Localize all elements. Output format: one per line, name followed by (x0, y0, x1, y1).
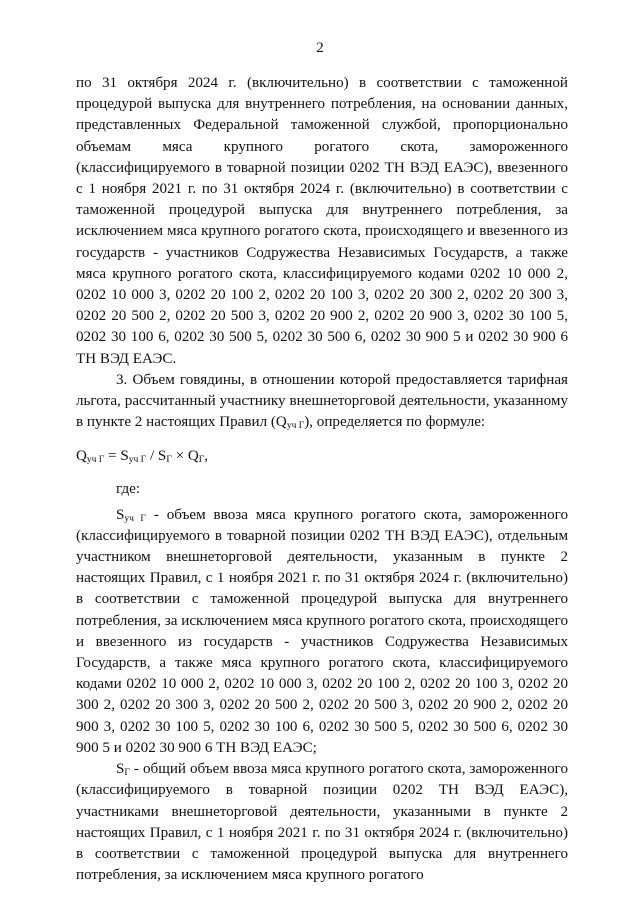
formula-sg-sub: Г (166, 455, 172, 466)
subscript-uch-g: уч Г (286, 421, 305, 432)
formula-qg-sub: Г (198, 455, 205, 466)
document-body (76, 73, 568, 886)
formula-mul: × Q (171, 448, 199, 465)
where-label: где: (116, 481, 141, 498)
definition-s-uch-g (76, 505, 568, 759)
formula-end: , (204, 448, 209, 465)
definition-sg-text: - общий объем ввоза мяса крупного рогатого скота, замороженного (классифицируемого в товарной позиции 0202 ТН ВЭД ЕАЭС), участниками внешнеторговой деятельности, указанными в пункте 2 настоящих Правил, с 1 ноября 2021 г. по 31 октября 2024 г. (включительно) в соответствии с таможенной процедурой выпуска для внутреннего потребления, за исключением мяса крупного рогатого (76, 761, 568, 884)
definition-s-sub: уч Г (124, 513, 146, 524)
paragraph-item-3-text: 3. Объем говядины, в отношении которой предоставляется тарифная льгота, рассчитанный участнику внешнеторговой деятельности, указанному в пункте 2 настоящих Правил (Q (76, 371, 568, 431)
definition-s-text: - объем ввоза мяса крупного рогатого скота, замороженного (классифицируемого в товарной позиции 0202 ТН ВЭД ЕАЭС), отдельным участником внешнеторговой деятельности, указанным в пункте 2 настоящих Правил, с 1 ноября 2021 г. по 31 октября 2024 г. (включительно) в соответствии с таможенной процедурой выпуска для внутреннего потребления, за исключением мяса крупного рогатого скота, происходящего и ввезенного из государств - участников Содружества Независимых Государств, а также мяса крупного рогатого скота, классифицируемого кодами 0202 10 000 2, 0202 10 000 3, 0202 20 100 2, 0202 20 100 3, 0202 20 300 2, 0202 20 300 3, 0202 20 500 2, 0202 20 500 3, 0202 20 900 2, 0202 20 900 3, 0202 30 100 5, 0202 30 100 6, 0202 30 500 5, 0202 30 500 6, 0202 30 900 5 и 0202 30 900 6 ТН ВЭД ЕАЭС; (76, 506, 568, 756)
page-number: 2 (316, 40, 324, 56)
definition-sg-symbol: S (116, 761, 125, 778)
formula-q: Q (76, 448, 87, 465)
formula (76, 446, 568, 467)
paragraph-item-3-tail: ), определяется по формуле: (304, 414, 486, 431)
formula-q-sub: уч Г (86, 455, 105, 466)
formula-eq: = S (104, 448, 129, 465)
formula-s-sub: уч Г (128, 455, 147, 466)
paragraph-continuation: по 31 октября 2024 г. (включительно) в соответствии с таможенной процедурой выпуска для внутреннего потребления, на основании данных, представленных Федеральной таможенной службой, пропорционально объемам мяса крупного рогатого скота, замороженного (классифицируемого в товарной позиции 0202 ТН ВЭД ЕАЭС), ввезенного с 1 ноября 2021 г. по 31 октября 2024 г. (включительно) в соответствии с таможенной процедурой выпуска для внутреннего потребления, за исключением мяса крупного рогатого скота, происходящего и ввезенного из государств - участников Содружества Независимых Государств, а также мяса крупного рогатого скота, классифицируемого кодами 0202 10 000 2, 0202 10 000 3, 0202 20 100 2, 0202 20 100 3, 0202 20 300 2, 0202 20 300 3, 0202 20 500 2, 0202 20 500 3, 0202 20 900 2, 0202 20 900 3, 0202 30 100 5, 0202 30 100 6, 0202 30 500 5, 0202 30 500 6, 0202 30 900 5 и 0202 30 900 6 ТН ВЭД ЕАЭС. (76, 75, 568, 367)
definition-s-symbol: S (116, 506, 125, 523)
definition-s-g (76, 759, 568, 886)
paragraph-item-3 (76, 370, 568, 434)
definition-sg-sub: Г (124, 768, 130, 779)
formula-div: / S (146, 448, 167, 465)
